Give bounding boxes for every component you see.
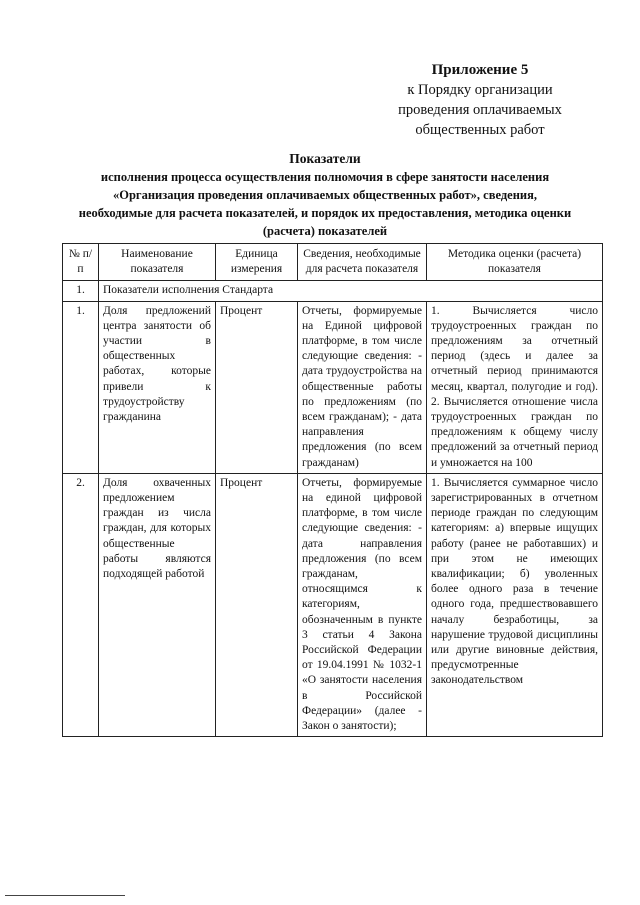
row-name: Доля охваченных предложением граждан из числа граждан, для которых общественные работы являются подходящей работой <box>99 473 216 736</box>
footnote-divider <box>5 895 125 896</box>
row-info: Отчеты, формируемые на Единой цифровой платформе, в том числе следующие сведения: - дата трудоустройства на общественные работы по предложениям (по всем гражданам); - дата направления предложения (по всем гражданам) <box>298 301 427 473</box>
heading-title: Показатели <box>289 151 361 166</box>
table-header-row <box>63 244 603 281</box>
heading-subtitle-3: необходимые для расчета показателей, и порядок их предоставления, методика оценки <box>78 206 572 220</box>
row-unit: Процент <box>216 473 298 736</box>
header-name: Наименование показателя <box>99 244 216 281</box>
row-info: Отчеты, формируемые на единой цифровой платформе, в том числе следующие сведения: - дата направления предложения (по всем гражданам, относящимся к категориям, обозначенным в пункте 3 статьи 4 Закона Российской Федерации от 19.04.1991 № 1032-1 «О занятости населения в Российской Федерации» (далее - Закон о занятости); <box>298 473 427 736</box>
header-method: Методика оценки (расчета) показателя <box>427 244 603 281</box>
document-heading <box>60 150 590 240</box>
appendix-block <box>380 60 580 140</box>
row-method: 1. Вычисляется суммарное число зарегистрированных в отчетном периоде граждан по следующим категориям: а) впервые ищущих работу (ранее не работавших) и при этом не имеющих квалификации; б) уволенных более одного раза в течение одного года, предшествовавшего началу безработицы, за нарушение трудовой дисциплины или другие виновные действия, предусмотренные законодательством <box>427 473 603 736</box>
header-info: Сведения, необходимые для расчета показателя <box>298 244 427 281</box>
row-method: 1. Вычисляется число трудоустроенных граждан по предложениям за отчетный период (здесь и далее за отчетный период принимаются месяц, квартал, полугодие и год). 2. Вычисляется отношение числа трудоустроенных граждан по предложениям к общему числу предложений за отчетный период и умножается на 100 <box>427 301 603 473</box>
appendix-line-1: к Порядку организации <box>407 82 553 98</box>
heading-subtitle-1: исполнения процесса осуществления полномочия в сфере занятости населения <box>100 170 550 184</box>
appendix-title: Приложение 5 <box>431 62 529 78</box>
header-unit: Единица измерения <box>216 244 298 281</box>
table-row <box>63 473 603 736</box>
section-label: Показатели исполнения Стандарта <box>99 281 603 301</box>
appendix-line-2: проведения оплачиваемых <box>398 102 562 118</box>
table-row <box>63 301 603 473</box>
row-unit: Процент <box>216 301 298 473</box>
section-row <box>63 281 603 301</box>
row-name: Доля предложений центра занятости об участии в общественных работах, которые привели к трудоустройству гражданина <box>99 301 216 473</box>
appendix-line-3: общественных работ <box>415 122 545 138</box>
indicators-table <box>62 243 603 737</box>
heading-subtitle-2: «Организация проведения оплачиваемых общественных работ», сведения, <box>112 188 537 202</box>
row-num: 2. <box>63 473 99 736</box>
header-num: № п/п <box>63 244 99 281</box>
row-num: 1. <box>63 301 99 473</box>
section-num: 1. <box>63 281 99 301</box>
heading-subtitle-4: (расчета) показателей <box>262 224 388 238</box>
